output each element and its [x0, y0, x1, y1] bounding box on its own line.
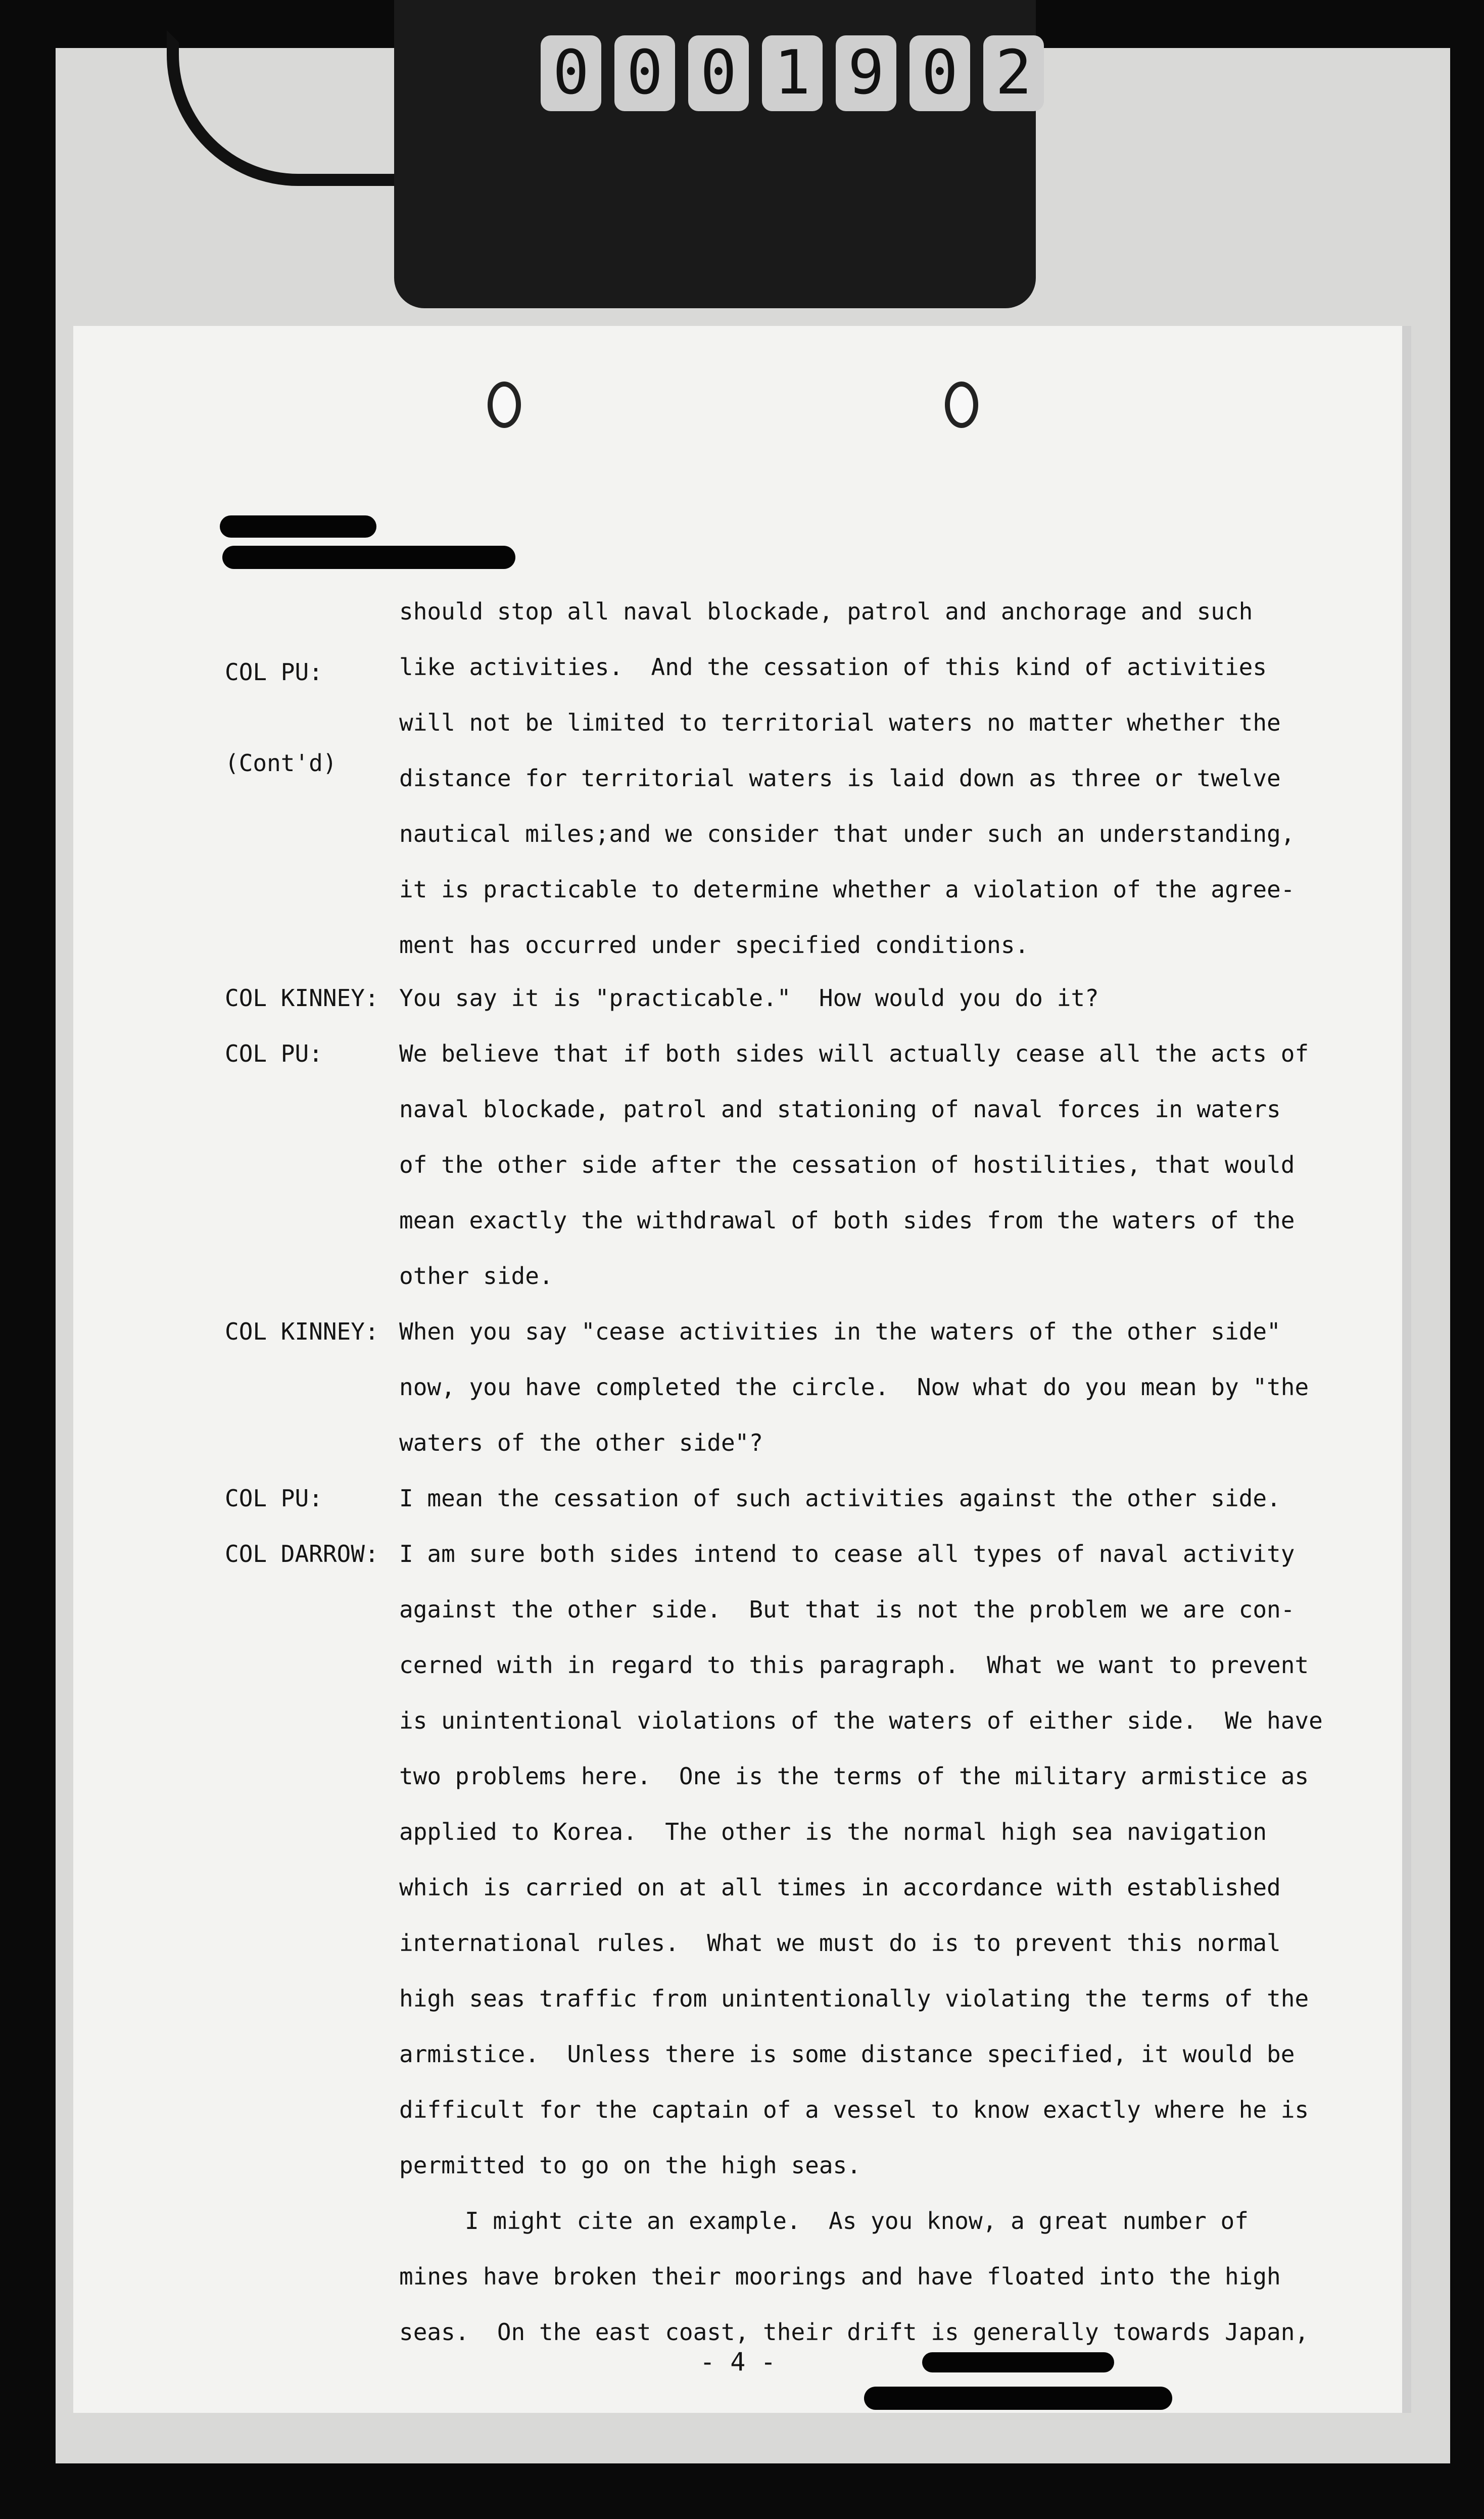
frame-counter	[394, 0, 1036, 308]
counter-digit: 1	[762, 35, 823, 111]
document-page	[73, 326, 1402, 2413]
speech-paragraph: should stop all naval blockade, patrol and anchorage and such like activities. And the cessation of this kind of activities will not be limited to territorial waters no matter whether the distance for territorial waters is laid down as three or twelve nautical miles;and we consider that under such an understanding, it is practicable to determine whether a violation of the agree- ment has occurred under specified conditions.	[399, 598, 1295, 959]
page-number: - 4 -	[700, 2347, 776, 2377]
speaker-label: COL PU: (Cont'd)	[225, 658, 337, 777]
counter-digit: 0	[909, 35, 970, 111]
speaker-label: COL KINNEY:	[225, 984, 379, 1012]
redaction-bar	[864, 2387, 1172, 2410]
counter-digit: 0	[688, 35, 749, 111]
speech-paragraph: We believe that if both sides will actually cease all the acts of naval blockade, patrol and stationing of naval forces in waters of the other side after the cessation of hostilities, that would mean exactly the withdrawal of both sides from the waters of the other side.	[399, 1040, 1309, 1290]
redaction-bar	[922, 2352, 1114, 2372]
redaction-bar	[220, 515, 376, 538]
counter-digit: 9	[836, 35, 896, 111]
counter-digit: 0	[614, 35, 675, 111]
punch-hole	[945, 382, 978, 428]
speech-paragraph: I am sure both sides intend to cease all types of naval activity against the other side. But that is not the problem we are con- cerned with in regard to this paragraph. What we want to prevent is unintentional violations of the waters of either side. We have two problems here. One is the terms of the military armistice as applied to Korea. The other is the normal high sea navigation which is carried on at all times in accordance with established international rules. What we must do is to prevent this normal high seas traffic from unintentionally violating the terms of the armistice. Unless there is some distance specified, it would be difficult for the captain of a vessel to know exactly where he is permitted to go on the high seas. I might cite an example. As you know, a great number of mines have broken their moorings and have floated into the high seas. On the east coast, their drift is generally towards Japan,	[399, 1540, 1323, 2346]
speech-paragraph: When you say "cease activities in the waters of the other side" now, you have completed the circle. Now what do you mean by "the waters of the other side"?	[399, 1318, 1309, 1456]
speaker-label: COL PU:	[225, 1040, 323, 1067]
speaker-label: COL PU:	[225, 1485, 323, 1512]
counter-digits	[541, 35, 1044, 111]
counter-digit: 2	[983, 35, 1044, 111]
speech-paragraph: You say it is "practicable." How would you do it?	[399, 984, 1099, 1012]
speaker-label: COL KINNEY:	[225, 1318, 379, 1345]
speaker-label: COL DARROW:	[225, 1540, 379, 1567]
punch-hole	[488, 382, 521, 428]
redaction-bar	[222, 546, 515, 569]
speech-paragraph: I mean the cessation of such activities against the other side.	[399, 1485, 1281, 1512]
counter-digit: 0	[541, 35, 601, 111]
